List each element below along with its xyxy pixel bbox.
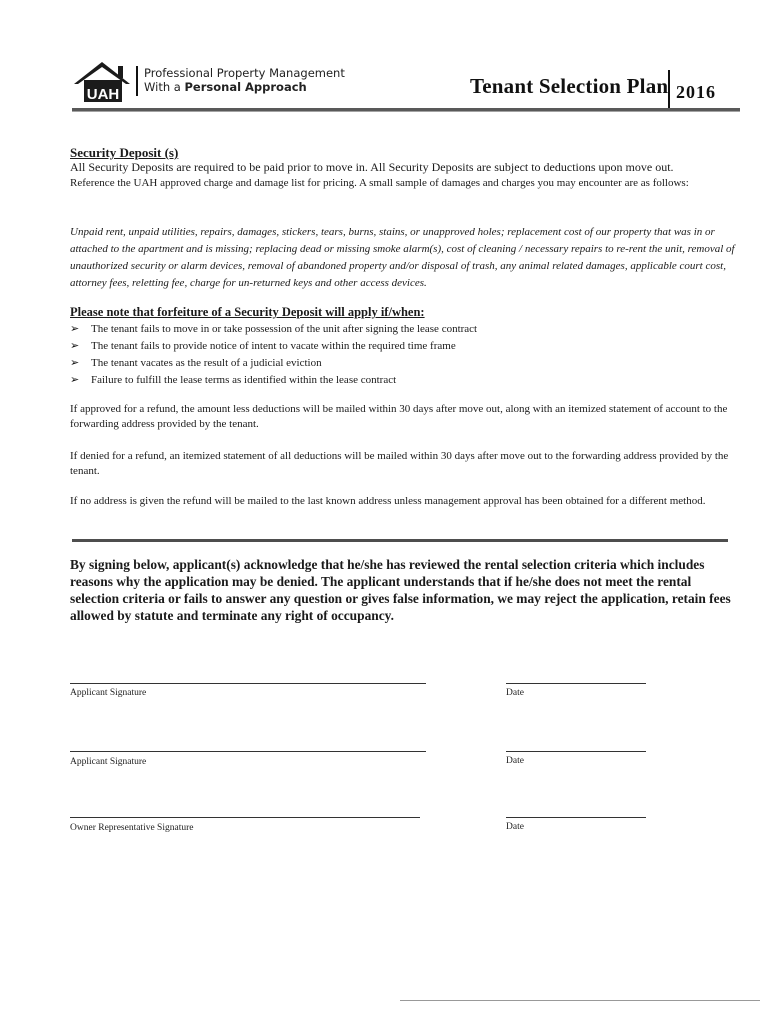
- arrow-bullet-icon: ➢: [70, 357, 80, 369]
- list-item: ➢ The tenant fails to move in or take possession of the unit after signing the lease contract: [70, 321, 740, 338]
- applicant-signature-line-2[interactable]: [70, 751, 426, 752]
- no-address-paragraph: If no address is given the refund will be mailed to the last known address unless management approval has been obtained for a different method.: [70, 495, 706, 507]
- footer-rule: [400, 1000, 760, 1001]
- title-divider: [668, 70, 670, 108]
- date-label-1: Date: [506, 688, 524, 698]
- document-title: Tenant Selection Plan: [470, 74, 669, 98]
- deposit-intro-rest: Reference the UAH approved charge and damage list for pricing. A small sample of damages and charges you may encounter are as follows:: [70, 177, 689, 189]
- forfeiture-list: [70, 321, 740, 389]
- list-item: ➢ The tenant vacates as the result of a judicial eviction: [70, 355, 740, 372]
- forfeiture-heading: Please note that forfeiture of a Security Deposit will apply if/when:: [70, 305, 425, 319]
- tagline-line2: With a Personal Approach: [144, 80, 307, 94]
- tagline: [144, 66, 345, 94]
- deposit-intro-line: All Security Deposits are required to be paid prior to move in. All Security Deposits are subject to deductions upon move out.: [70, 160, 674, 174]
- owner-signature-label: Owner Representative Signature: [70, 823, 194, 833]
- arrow-bullet-icon: ➢: [70, 374, 80, 386]
- date-line-2[interactable]: [506, 751, 646, 752]
- uah-logo: [72, 60, 134, 104]
- section-heading: Security Deposit (s): [70, 145, 179, 160]
- arrow-bullet-icon: ➢: [70, 340, 80, 352]
- acknowledgement-statement: By signing below, applicant(s) acknowledge that he/she has reviewed the rental selection criteria which includes reasons why the application may be denied. The applicant understands that if he/she does not meet the rental selection criteria or fails to answer any question or gives false information, we may reject the application, retain fees allowed by statute and terminate any right of occupancy.: [70, 557, 731, 623]
- date-label-2: Date: [506, 756, 524, 766]
- applicant-signature-label-2: Applicant Signature: [70, 757, 147, 767]
- applicant-signature-label-1: Applicant Signature: [70, 688, 147, 698]
- tagline-emphasis: Personal Approach: [184, 80, 307, 94]
- date-line-1[interactable]: [506, 683, 646, 684]
- damages-list-paragraph: Unpaid rent, unpaid utilities, repairs, damages, stickers, tears, burns, stains, or unapproved holes; replacement cost of our property that was in or attached to the apartment and is missing; replacing dead or missing smoke alarm(s), cost of cleaning / necessary repairs to re-rent the unit, removal of unauthorized security or alarm devices, removal of abandoned property and/or disposal of trash, any animal related damages, applicable court cost, attorney fees, reletting fee, charge for un-returned keys and other access devices.: [70, 226, 735, 289]
- tagline-divider: [136, 66, 138, 96]
- list-item: ➢ Failure to fulfill the lease terms as identified within the lease contract: [70, 372, 740, 389]
- applicant-signature-line-1[interactable]: [70, 683, 426, 684]
- date-label-3: Date: [506, 822, 524, 832]
- header-rule-thin: [72, 111, 740, 112]
- refund-approved-paragraph: If approved for a refund, the amount less deductions will be mailed within 30 days after move out, along with an itemized statement of account to the forwarding address provided by the tenant.: [70, 403, 728, 430]
- owner-signature-line[interactable]: [70, 817, 420, 818]
- tagline-line1: Professional Property Management: [144, 66, 345, 80]
- list-item: ➢ The tenant fails to provide notice of intent to vacate within the required time frame: [70, 338, 740, 355]
- arrow-bullet-icon: ➢: [70, 323, 80, 335]
- date-line-3[interactable]: [506, 817, 646, 818]
- section-divider: [72, 539, 728, 542]
- logo-text: UAH: [86, 86, 120, 103]
- house-logo-icon: [72, 60, 134, 104]
- document-year: 2016: [676, 82, 716, 102]
- refund-denied-paragraph: If denied for a refund, an itemized statement of all deductions will be mailed within 30 days after move out to the forwarding address provided by the tenant.: [70, 450, 729, 477]
